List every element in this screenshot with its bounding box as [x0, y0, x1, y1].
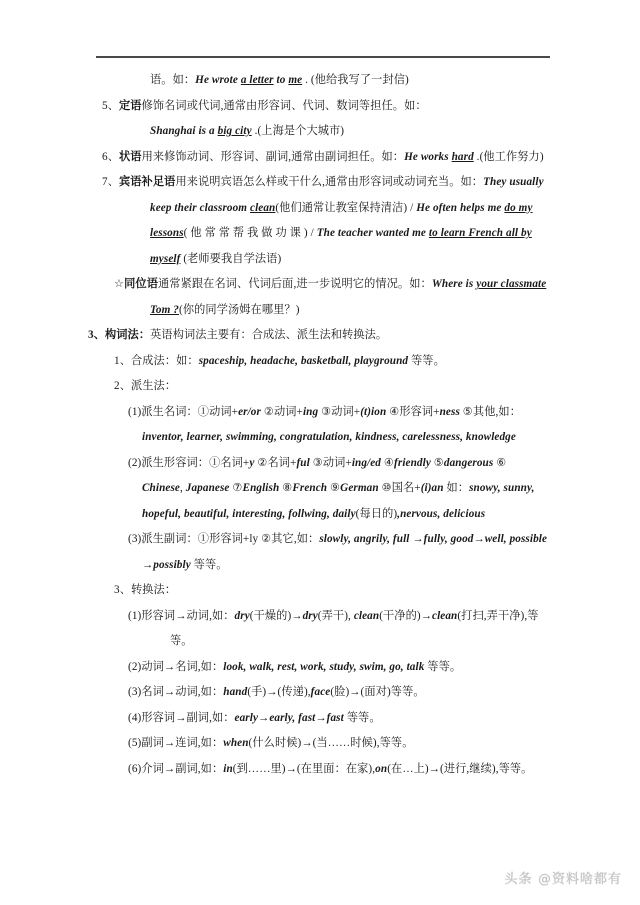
text-line-18: [142, 502, 562, 528]
line12-tail: 等等。: [408, 354, 445, 367]
text-line-7: [150, 221, 562, 247]
line5-term: 宾语补足语: [118, 176, 176, 188]
line16-mid-4: ⑤: [430, 456, 444, 469]
line25-en-2: face: [310, 686, 331, 698]
line5-number: 7、: [102, 176, 119, 188]
line15-en: inventor, learner, swimming, congratulation, kindness, carelessness, knowledge: [142, 431, 516, 443]
line22-lead: (1)形容词→动词,如：: [128, 609, 235, 622]
text-line-3: [150, 119, 562, 145]
line9-en: Where is: [431, 278, 477, 290]
line1-en-underline-a: a letter: [240, 74, 274, 86]
line4-body: 用来修饰动词、形容词、副词,通常由副词担任。如：: [141, 150, 405, 163]
line7-en-underline-a: lessons: [150, 227, 184, 239]
line19-lead: (3)派生副词：①形容词+ly ②其它,如：: [128, 533, 320, 545]
line14-en-1: er/or: [238, 405, 261, 418]
line10-en-underline: Tom ?: [150, 303, 179, 316]
line17-mid-5: 如：: [443, 482, 470, 494]
text-line-20: [142, 553, 562, 579]
line3-en-underline: big city: [217, 125, 252, 137]
watermark: 头条 @资料啥都有: [504, 872, 622, 887]
line17-sep-1: ,: [180, 482, 186, 494]
line27-en: when: [223, 737, 249, 749]
line1-en-underline-b: me: [288, 74, 303, 86]
line3-en: Shanghai is a: [150, 125, 218, 137]
line5-body: 用来说明宾语怎么样或干什么,通常由形容词或动词充当。如：: [175, 176, 484, 188]
line9-body: 通常紧跟在名词、代词后面,进一步说明它的情况。如：: [158, 278, 432, 290]
line16-en-2: ful: [296, 456, 310, 469]
line11-term: 构词法：: [104, 329, 151, 341]
line23-text: 等。: [170, 635, 193, 647]
text-line-12: [114, 349, 562, 375]
line17-mid-3: ⑨: [327, 482, 341, 494]
line22-en-4: clean: [432, 609, 458, 622]
line17-en-7: snowy, sunny,: [469, 482, 535, 494]
line8-cn: (老师要我自学法语): [180, 252, 282, 265]
line17-mid-1: ⑦: [229, 482, 243, 494]
line25-cn-1: (手)→(传递),: [247, 686, 311, 698]
line19-en: slowly, angrily, full →fully, good→well, possible: [319, 533, 548, 545]
line28-lead: (6)介词→副词,如：: [128, 762, 224, 775]
line12-lead: 1、合成法：如：: [114, 354, 199, 367]
text-line-21: [114, 578, 562, 604]
line20-tail: 等等。: [190, 558, 228, 571]
text-line-4: [102, 145, 562, 171]
line24-lead: (2)动词→名词,如：: [128, 660, 224, 673]
line18-en-2: beautiful, interesting, follwing, daily: [183, 507, 356, 520]
line28-cn-1: (到……里)→(在里面：在家),: [232, 762, 376, 775]
line14-mid-2: ③动词+: [318, 405, 361, 418]
line16-en-5: dangerous: [443, 456, 494, 469]
line17-en-3: English: [242, 482, 280, 494]
line1-prefix: 语。如：: [150, 74, 196, 86]
line6-en-underline-b: do my: [504, 201, 533, 214]
line8-en-underline: myself: [150, 252, 181, 265]
text-line-24: [128, 655, 562, 681]
line27-lead: (5)副词→连词,如：: [128, 737, 224, 749]
line26-tail: 等等。: [343, 711, 381, 724]
line16-en-3: ing/ed: [351, 456, 382, 469]
line14-en-2: ing: [302, 405, 319, 418]
line4-tail: .(他工作努力): [473, 150, 544, 163]
line24-tail: 等等。: [424, 660, 462, 673]
line24-en: look, walk, rest, work, study, swim, go, talk: [223, 660, 425, 673]
line9-en-underline: your classmate: [476, 278, 547, 290]
line17-en-2: Japanese: [185, 482, 230, 494]
line16-mid-2: ③动词+: [309, 456, 352, 469]
line18-en-3: ,nervous, delicious: [397, 507, 486, 520]
line6-en-underline-a: clean: [250, 201, 276, 214]
line22-cn-3: (干净的)→: [379, 609, 432, 622]
text-line-28: [128, 757, 562, 783]
line16-en-1: y: [249, 456, 255, 469]
line25-cn-2: (脸)→(面对)等等。: [330, 686, 425, 698]
text-line-1: [150, 68, 562, 94]
line2-number: 5、: [102, 99, 119, 112]
line17-mid-4: ⑩国名+: [378, 482, 421, 494]
line1-en-a: He wrote: [195, 74, 241, 86]
line28-en-2: on: [375, 762, 388, 775]
line17-en-6: (i)an: [420, 482, 444, 494]
line28-en-1: in: [223, 762, 233, 775]
text-line-25: [128, 680, 562, 706]
text-line-6: [150, 196, 562, 222]
line9-term: 同位语: [124, 278, 159, 290]
line1-suffix: . (他给我写了一封信): [302, 74, 409, 86]
line4-en: He works: [404, 150, 452, 163]
line22-en-1: dry: [234, 609, 250, 622]
text-line-19: [128, 527, 562, 553]
line16-mid-1: ②名词+: [254, 456, 297, 469]
line17-en-5: German: [340, 482, 379, 494]
line16-mid-3: ④: [381, 456, 395, 469]
text-line-13: [114, 374, 562, 400]
line7-en: The teacher wanted me: [316, 227, 429, 239]
text-line-2: [102, 94, 562, 120]
line17-mid-2: ⑧: [279, 482, 293, 494]
line22-cn-4: (打扫,弄干净),等: [457, 609, 539, 622]
text-line-16: [128, 451, 562, 477]
text-line-10: [150, 298, 562, 324]
line14-en-4: ness: [439, 405, 460, 418]
document-body: [0, 68, 640, 782]
line22-cn-1: (干燥的)→: [249, 609, 303, 622]
line25-en-1: hand: [223, 686, 248, 698]
line13-text: 2、派生法：: [114, 380, 177, 392]
line11-number: 3、: [88, 329, 105, 341]
line14-en-3: (t)ion: [360, 405, 387, 418]
line2-term: 定语: [118, 99, 142, 112]
line3-tail: .(上海是个大城市): [251, 125, 345, 137]
line22-cn-2: (弄干),: [317, 609, 354, 622]
line6-en-a: keep their classroom: [150, 201, 250, 214]
line6-cn: (他们通常让教室保持清洁) /: [275, 201, 417, 214]
line26-lead: (4)形容词→副词,如：: [128, 711, 235, 724]
line17-en-4: French: [292, 482, 328, 494]
text-line-15: [142, 425, 562, 451]
line2-body: 修饰名词或代词,通常由形容词、代词、数词等担任。如：: [141, 99, 427, 112]
text-line-11: [88, 323, 562, 349]
line18-en-1: hopeful,: [142, 507, 182, 520]
line25-lead: (3)名词→动词,如：: [128, 686, 224, 698]
line27-tail: (什么时候)→(当……时候),等等。: [248, 737, 414, 749]
text-line-9: [114, 272, 562, 298]
line16-lead: (2)派生形容词：①名词+: [128, 456, 250, 469]
line28-cn-2: (在…上)→(进行,继续),等等。: [387, 762, 533, 775]
text-line-14: [128, 400, 562, 426]
line1-en-b: to: [273, 74, 289, 86]
line12-en: spaceship, headache, basketball, playground: [198, 354, 409, 367]
line4-term: 状语: [118, 150, 142, 163]
line14-lead: (1)派生名词：①动词+: [128, 405, 239, 418]
text-line-17: [142, 476, 562, 502]
line22-en-3: clean: [353, 609, 380, 622]
text-line-22: [128, 604, 562, 630]
line14-mid-3: ④形容词+: [386, 405, 440, 418]
line11-body: 英语构词法主要有：合成法、派生法和转换法。: [150, 329, 388, 341]
line16-en-4: friendly: [394, 456, 431, 469]
line4-number: 6、: [102, 150, 119, 163]
line18-cn: (每日的): [355, 507, 398, 520]
star-icon: ☆: [114, 278, 125, 290]
text-line-26: [128, 706, 562, 732]
line20-en: →possibly: [142, 558, 191, 571]
text-line-27: [128, 731, 562, 757]
line14-tail: ⑤其他,如：: [459, 405, 521, 418]
line5-en: They usually: [483, 176, 544, 188]
text-line-5: [102, 170, 562, 196]
line16-tail: ⑥: [493, 456, 507, 469]
line10-cn: (你的同学汤姆在哪里？): [179, 303, 300, 316]
line4-en-underline: hard: [451, 150, 474, 163]
line7-cn: ( 他 常 常 帮 我 做 功 课 ) /: [183, 227, 317, 239]
text-line-8: [150, 247, 562, 273]
header-rule: [96, 56, 550, 58]
line17-en-1: Chinese: [142, 482, 180, 494]
text-line-23: [170, 629, 562, 655]
line7-en-underline-b: to learn French all by: [428, 227, 532, 239]
line22-en-2: dry: [302, 609, 318, 622]
line26-en: early→early, fast→fast: [234, 711, 344, 724]
line6-en-b: He often helps me: [416, 201, 505, 214]
line21-text: 3、转换法：: [114, 584, 177, 596]
line14-mid-1: ②动词+: [260, 405, 303, 418]
